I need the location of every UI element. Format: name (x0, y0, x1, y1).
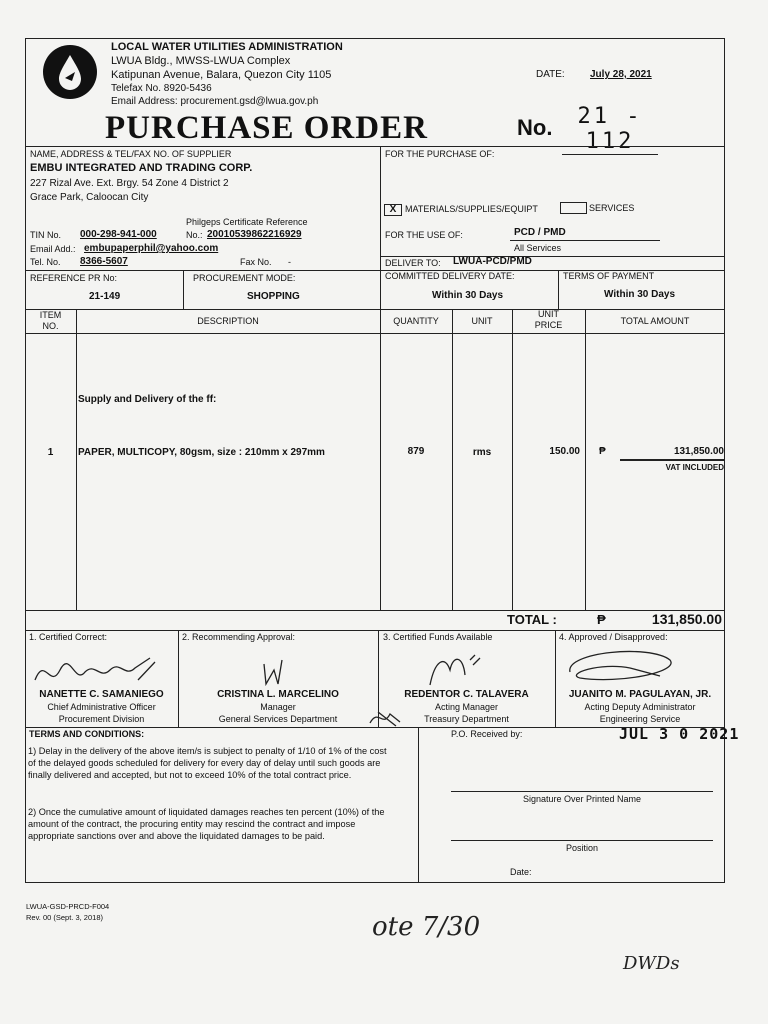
col-item-header-b: NO. (42, 321, 59, 331)
approval-label: 3. Certified Funds Available (383, 632, 493, 642)
materials-checkbox: X (384, 204, 402, 216)
handwritten-note-1: ote 7/30 (372, 912, 481, 942)
use-label: FOR THE USE OF: (385, 230, 463, 240)
form-code: LWUA-GSD-PRCD-F004 (26, 902, 110, 911)
approval-label: 2. Recommending Approval: (182, 632, 296, 642)
supplier-email: embupaperphil@yahoo.com (84, 243, 219, 254)
date-label: DATE: (536, 69, 565, 80)
lwua-logo-icon (43, 45, 97, 99)
received-stamp-date: JUL 3 0 2021 (619, 725, 740, 743)
delivery-date-value: Within 30 Days (432, 290, 504, 301)
item-quantity: 879 (407, 446, 425, 457)
tin-label: TIN No. (30, 230, 62, 240)
supplier-name: EMBU INTEGRATED AND TRADING CORP. (30, 162, 253, 174)
signature-icon (258, 656, 288, 688)
item-number: 1 (47, 447, 54, 458)
signature-icon (30, 650, 165, 690)
email-label: Email Add.: (30, 244, 76, 254)
supplier-section-label: NAME, ADDRESS & TEL/FAX NO. OF SUPPLIER (30, 149, 232, 159)
deliver-label: DELIVER TO: (385, 258, 441, 268)
approver-division: Engineering Service (599, 714, 681, 724)
agency-address-1: LWUA Bldg., MWSS-LWUA Complex (111, 55, 291, 67)
total-currency: ₱ (597, 612, 606, 627)
agency-name: LOCAL WATER UTILITIES ADMINISTRATION (111, 41, 343, 53)
delivery-date-label: COMMITTED DELIVERY DATE: (385, 271, 515, 281)
pr-label: REFERENCE PR No: (30, 273, 118, 283)
mode-label: PROCUREMENT MODE: (193, 273, 296, 283)
signature-icon (425, 650, 485, 690)
col-price-header-a: UNIT (538, 309, 559, 319)
agency-address-2: Katipunan Avenue, Balara, Quezon City 1105 (111, 69, 332, 81)
approver-division: Treasury Department (424, 714, 509, 724)
supply-intro-text: Supply and Delivery of the ff: (78, 394, 217, 405)
handwritten-note-2: DWDs (623, 953, 680, 974)
form-revision: Rev. 00 (Sept. 3, 2018) (26, 913, 103, 922)
services-label: SERVICES (589, 203, 635, 213)
mode-value: SHOPPING (247, 291, 300, 302)
purchase-for-label: FOR THE PURCHASE OF: (385, 149, 495, 159)
deliver-value: LWUA-PCD/PMD (453, 256, 532, 267)
use-sub: All Services (514, 243, 562, 253)
receipt-date-label: Date: (510, 867, 532, 877)
approval-label: 4. Approved / Disapproved: (559, 632, 668, 642)
services-checkbox (560, 202, 587, 214)
col-description-header: DESCRIPTION (197, 316, 259, 326)
po-number-value: 21 - 112 (562, 104, 658, 155)
terms-item-2: 2) Once the cumulative amount of liquidated damages reaches ten percent (10%) of the amount of the contract, the procuring entity may rescind the contract and impose appropriate sanctions over and above the liquidated damages to be paid. (28, 807, 385, 841)
col-quantity-header: QUANTITY (393, 316, 439, 326)
tel-label: Tel. No. (30, 257, 61, 267)
col-item-header-a: ITEM (39, 310, 62, 320)
vat-included-note: VAT INCLUDED (665, 463, 724, 472)
terms-heading: TERMS AND CONDITIONS: (29, 729, 145, 739)
po-received-label: P.O. Received by: (451, 729, 523, 739)
approver-division: General Services Department (218, 714, 338, 724)
col-price-header-b: PRICE (534, 320, 563, 330)
approver-title: Acting Manager (434, 702, 499, 712)
approver-title: Manager (260, 702, 296, 712)
total-label: TOTAL : (507, 612, 557, 627)
page-title: PURCHASE ORDER (105, 110, 428, 146)
item-description: PAPER, MULTICOPY, 80gsm, size : 210mm x 297mm (78, 447, 325, 458)
date-value: July 28, 2021 (590, 69, 652, 80)
po-number-label: No. (517, 115, 553, 140)
approver-name: NANETTE C. SAMANIEGO (39, 689, 164, 700)
approver-division: Procurement Division (58, 714, 145, 724)
supplier-address-2: Grace Park, Caloocan City (30, 192, 149, 203)
col-total-header: TOTAL AMOUNT (620, 316, 690, 326)
supplier-address-1: 227 Rizal Ave. Ext. Brgy. 54 Zone 4 District 2 (30, 178, 229, 189)
position-label: Position (565, 843, 599, 853)
approver-title: Chief Administrative Officer (47, 702, 156, 712)
agency-email: Email Address: procurement.gsd@lwua.gov.ph (111, 96, 319, 107)
payment-terms-value: Within 30 Days (604, 289, 676, 300)
approver-name: JUANITO M. PAGULAYAN, JR. (568, 689, 712, 700)
item-currency: ₱ (599, 446, 606, 457)
signature-icon (560, 642, 680, 692)
pr-value: 21-149 (89, 291, 121, 302)
approver-title: Acting Deputy Administrator (584, 702, 696, 712)
item-amount: 131,850.00 (673, 446, 724, 457)
agency-telefax: Telefax No. 8920-5436 (111, 83, 212, 94)
approval-label: 1. Certified Correct: (29, 632, 108, 642)
approver-name: CRISTINA L. MARCELINO (217, 689, 339, 700)
tel-value: 8366-5607 (80, 256, 128, 267)
materials-label: MATERIALS/SUPPLIES/EQUIPT (405, 204, 538, 214)
cert-no-value: 20010539862216929 (207, 229, 302, 240)
fax-label: Fax No. (240, 257, 272, 267)
tin-value: 000-298-941-000 (80, 229, 157, 240)
item-unit: rms (472, 447, 492, 458)
approver-name: REDENTOR C. TALAVERA (404, 689, 529, 700)
total-amount: 131,850.00 (651, 611, 722, 627)
terms-item-1: 1) Delay in the delivery of the above item/s is subject to penalty of 1/10 of 1% of the cost of the delayed goods scheduled for delivery for every day of delay until such goods are finally delivered and accepted, but not to exceed 10% of the total contract price. (28, 746, 387, 780)
philgeps-label: Philgeps Certificate Reference (186, 217, 308, 227)
payment-terms-label: TERMS OF PAYMENT (563, 271, 655, 281)
fax-value: - (288, 257, 291, 267)
item-unit-price: 150.00 (549, 446, 580, 457)
use-value: PCD / PMD (514, 227, 566, 238)
col-unit-header: UNIT (471, 316, 493, 326)
signature-label: Signature Over Printed Name (522, 794, 642, 804)
cert-no-label: No.: (186, 230, 203, 240)
